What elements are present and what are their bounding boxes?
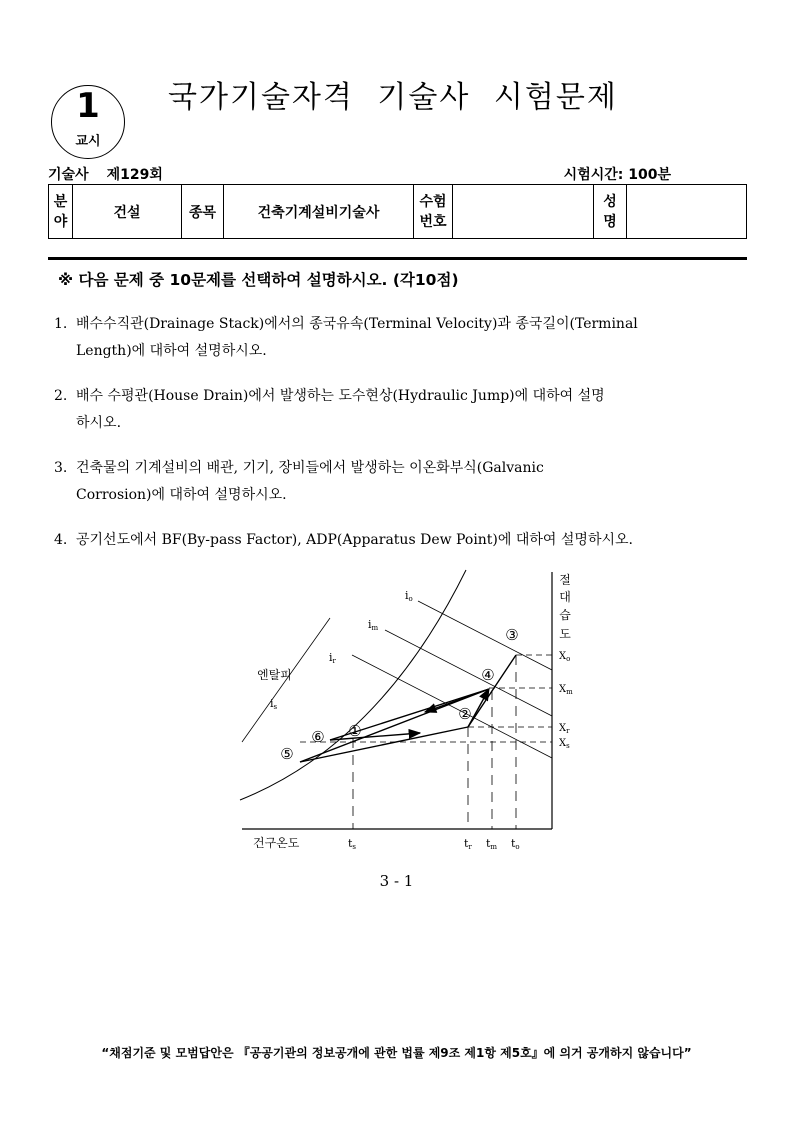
svg-text:tr: tr [464, 837, 472, 851]
svg-text:③: ③ [505, 626, 519, 644]
svg-text:Xo: $X_o$ [559, 651, 571, 663]
period-number: 1 [76, 86, 100, 126]
period-label: 교시 [75, 134, 101, 149]
footer-notice: “채점기준 및 모범답안은 『공공기관의 정보공개에 관한 법률 제9조 제1항 제5호』에 의거 공개하지 않습니다” [101, 1046, 692, 1060]
svg-text:Xr: $X_r$ [559, 723, 570, 735]
question-2: 2. 배수 수평관(House Drain)에서 발생하는 도수현상(Hydraulic Jump)에 대하여 설명 하시오. [54, 388, 605, 431]
svg-text:to: to [511, 837, 520, 851]
svg-text:ir: ir [329, 651, 336, 665]
svg-text:⑤: ⑤ [280, 745, 294, 763]
name-label: 성 명 [594, 185, 627, 239]
field-label: 분 야 [49, 185, 73, 239]
exam-type: 기술사 [48, 167, 89, 183]
humidity-lines [300, 655, 552, 742]
svg-text:④: ④ [481, 666, 495, 684]
svg-text:대: 대 [559, 590, 571, 604]
page-number: 3 - 1 [379, 872, 414, 890]
exam-session: 제129회 [106, 167, 163, 183]
instruction-text: ※ 다음 문제 중 10문제를 선택하여 설명하시오. (각10점) [58, 271, 459, 289]
svg-text:im: im [368, 618, 379, 632]
category-label: 종목 [182, 185, 224, 239]
svg-text:습: 습 [559, 608, 571, 622]
humidity-tick-labels [559, 651, 573, 750]
svg-text:tm: tm [486, 837, 498, 851]
question-4: 4. 공기선도에서 BF(By-pass Factor), ADP(Apparatus Dew Point)에 대하여 설명하시오. [54, 532, 633, 548]
exam-number-label: 수험 번호 [414, 185, 453, 239]
svg-text:ts: ts [348, 837, 357, 851]
exam-duration: 시험시간: 100분 [563, 167, 671, 183]
enthalpy-label: 엔탈피 [257, 668, 292, 682]
svg-text:①: ① [348, 722, 362, 740]
enthalpy-labels [270, 589, 413, 711]
svg-text:Xs: $X_s$ [559, 738, 570, 750]
y-axis-label [559, 572, 571, 641]
category-value: 건축기계설비기술사 [224, 185, 414, 239]
svg-text:⑥: ⑥ [311, 728, 325, 746]
svg-text:Xm: $X_m$ [559, 684, 573, 696]
field-value: 건설 [73, 185, 182, 239]
question-1: 1. 배수수직관(Drainage Stack)에서의 종국유속(Terminal Velocity)과 종국길이(Terminal Length)에 대하여 설명하시오. [54, 316, 638, 359]
page-title: 국가기술자격 기술사 시험문제 [168, 80, 618, 115]
saturation-curve [240, 570, 466, 800]
svg-text:절: 절 [559, 573, 571, 587]
svg-text:is: is [270, 697, 278, 711]
x-axis-label: 건구온도 [253, 836, 300, 850]
svg-text:io: io [405, 589, 413, 603]
svg-text:도: 도 [559, 627, 571, 641]
svg-text:②: ② [458, 705, 472, 723]
state-points [280, 626, 518, 763]
question-3: 3. 건축물의 기계설비의 배관, 기기, 장비들에서 발생하는 이온화부식(Galvanic Corrosion)에 대하여 설명하시오. [54, 460, 544, 503]
temperature-tick-labels [348, 837, 520, 851]
